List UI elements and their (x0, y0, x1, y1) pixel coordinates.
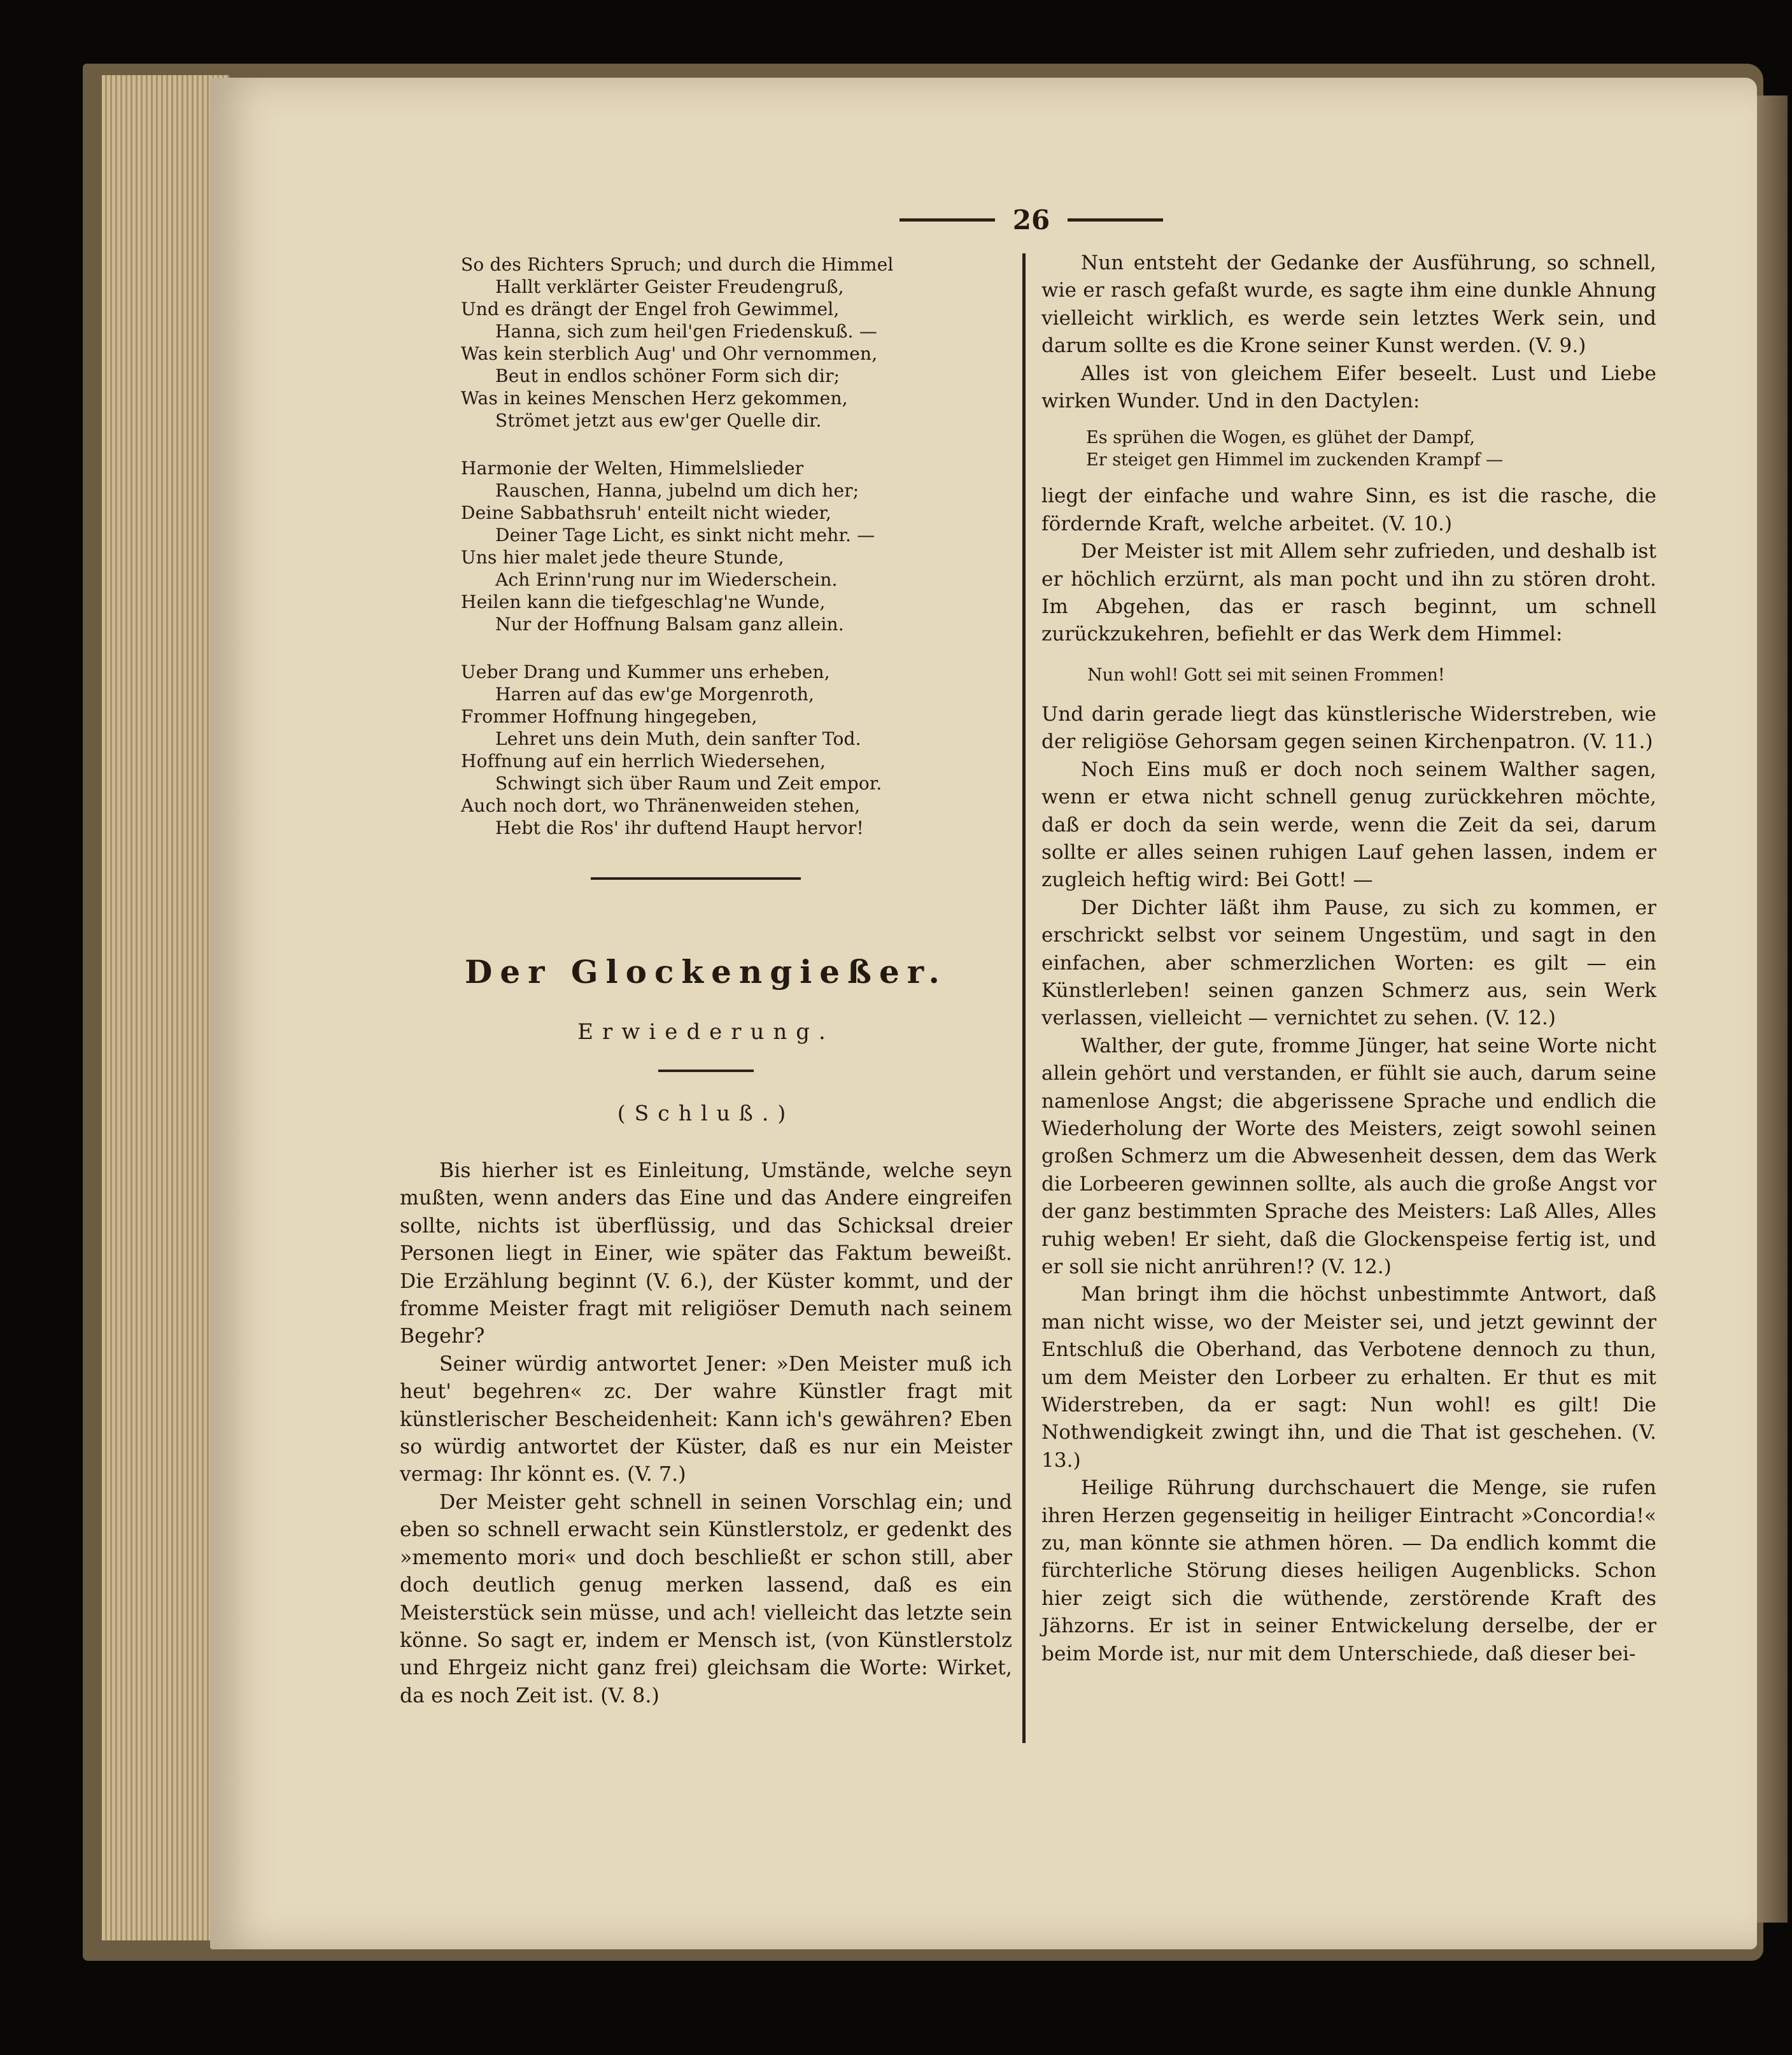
continuation-note: (Schluß.) (617, 1101, 795, 1126)
quote-line: Es sprühen die Wogen, es glühet der Dampf, (1086, 428, 1475, 448)
poem-line: Ueber Drang und Kummer uns erheben, (461, 661, 830, 682)
page-fold (1757, 95, 1788, 1923)
column-divider (1022, 253, 1026, 1743)
poem-line: Schwingt sich über Raum und Zeit empor. (495, 773, 882, 794)
verse-quote: Nun wohl! Gott sei mit seinen Frommen! (1087, 665, 1445, 685)
poem-line: Was in keines Menschen Herz gekommen, (461, 388, 848, 409)
paragraph: Seiner würdig antwortet Jener: »Den Meister muß ich heut' begehren« zc. Der wahre Künstler fragt mit künstlerischer Bescheidenheit: Kann ich's gewähren? Eben so würdig antwortet der Küster, daß es nur ein Meister vermag: Ihr könnt es. (V. 7.) (400, 1352, 1012, 1487)
poem-stanza-1 (461, 253, 1012, 432)
section-separator (591, 877, 801, 880)
paragraph: Noch Eins muß er doch noch seinem Walther sagen, wenn er etwa nicht schnell genug zurückkehren möchte, daß er doch da sein werde, wenn die Zeit da sei, darum sollte er alles seinen ruhigen Lauf gehen lassen, indem er zugleich heftig wird: Bei Gott! — (1041, 758, 1656, 892)
poem-line: Ach Erinn'rung nur im Wiederschein. (495, 569, 838, 590)
poem-line: Und es drängt der Engel froh Gewimmel, (461, 299, 840, 320)
poem-line: Hoffnung auf ein herrlich Wiedersehen, (461, 751, 826, 772)
poem-line: Deine Sabbathsruh' enteilt nicht wieder, (461, 502, 832, 523)
paragraph: Man bringt ihm die höchst unbestimmte Antwort, daß man nicht wisse, wo der Meister sei, und jetzt gewinnt der Entschluß die Oberhand, das Verbotene dennoch zu thun, um dem Meister den Lorbeer zu erhalten. Er thut es mit Widerstreben, da er sagt: Nun wohl! es gilt! Die Nothwendigkeit zwingt ihn, und die That ist geschehen. (V. 13.) (1041, 1283, 1656, 1472)
poem-line: Strömet jetzt aus ew'ger Quelle dir. (495, 410, 822, 431)
paragraph: liegt der einfache und wahre Sinn, es ist die rasche, die fördernde Kraft, welche arbeitet. (V. 10.) (1041, 484, 1656, 535)
poem-line: Hebt die Ros' ihr duftend Haupt hervor! (495, 817, 864, 838)
poem-line: Beut in endlos schöner Form sich dir; (495, 365, 840, 386)
poem-line: Harmonie der Welten, Himmelslieder (461, 458, 804, 479)
paragraph: Der Dichter läßt ihm Pause, zu sich zu kommen, er erschrickt selbst vor seinem Ungestüm, und sagt in den einfachen, aber schmerzlichen Worten: es gilt — ein Künstlerleben! seinen ganzen Schmerz aus, sein Werk verlassen, vielleicht — vernichtet zu sehen. (V. 12.) (1041, 896, 1656, 1030)
header-rule-right (1068, 218, 1163, 222)
poem-line: Hanna, sich zum heil'gen Friedenskuß. — (495, 321, 878, 342)
header-rule-left (900, 218, 995, 222)
paragraph: Alles ist von gleichem Eifer beseelt. Lust und Liebe wirken Wunder. Und in den Dactylen: (1041, 362, 1656, 413)
poem-line: Uns hier malet jede theure Stunde, (461, 547, 784, 568)
poem-line: Deiner Tage Licht, es sinkt nicht mehr. — (495, 525, 875, 546)
subtitle-rule (658, 1070, 754, 1072)
left-prose (400, 1157, 1012, 1710)
poem-line: So des Richters Spruch; und durch die Himmel (461, 254, 894, 275)
paragraph: Und darin gerade liegt das künstlerische Widerstreben, wie der religiöse Gehorsam gegen seinen Kirchenpatron. (V. 11.) (1041, 702, 1656, 754)
poem-line: Nur der Hoffnung Balsam ganz allein. (495, 614, 844, 635)
paragraph: Walther, der gute, fromme Jünger, hat seine Worte nicht allein gehört und verstanden, er fühlt sie auch, darum seine namenlose Angst; die abgerissene Sprache und endlich die Wiederholung der Worte des Meisters, zeigt sowohl seinen großen Schmerz um die Abwesenheit dessen, dem das Werk die Lorbeeren gewinnen sollte, als auch die große Angst vor der ganz bestimmten Sprache des Meisters: Laß Alles, Alles ruhig weben! Er sieht, daß die Glockenspeise fertig ist, und er soll sie nicht anrühren!? (V. 12.) (1041, 1034, 1656, 1278)
page-number: 26 (1012, 204, 1050, 236)
poem-line: Auch noch dort, wo Thränenweiden stehen, (461, 795, 861, 816)
right-column (1041, 250, 1656, 1765)
poem-line: Was kein sterblich Aug' und Ohr vernommen, (461, 343, 878, 364)
poem-line: Harren auf das ew'ge Morgenroth, (495, 684, 815, 705)
poem-line: Hallt verklärter Geister Freudengruß, (495, 276, 844, 297)
article-title: Der Glockengießer. (465, 953, 947, 991)
paragraph: Bis hierher ist es Einleitung, Umstände, welche seyn mußten, wenn anders das Eine und das Andere eingreifen sollte, nichts ist überflüssig, und das Schicksal dreier Personen liegt in Einer, wie später das Faktum beweißt. Die Erzählung beginnt (V. 6.), der Küster kommt, und der fromme Meister fragt mit religiöser Demuth nach seinem Begehr? (400, 1159, 1012, 1348)
poem-line: Frommer Hoffnung hingegeben, (461, 706, 758, 727)
page-header (872, 191, 1190, 248)
quote-line: Er steiget gen Himmel im zuckenden Krampf — (1086, 450, 1504, 470)
poem-line: Heilen kann die tiefgeschlag'ne Wunde, (461, 591, 826, 612)
poem-stanza-3 (461, 661, 1012, 839)
poem (461, 253, 1012, 839)
poem-stanza-2 (461, 457, 1012, 635)
poem-line: Rauschen, Hanna, jubelnd um dich her; (495, 480, 859, 501)
left-column (400, 253, 1012, 1769)
article-subtitle: Erwiederung. (577, 1019, 835, 1045)
paragraph: Nun entsteht der Gedanke der Ausführung, so schnell, wie er rasch gefaßt wurde, es sagte ihm eine dunkle Ahnung vielleicht wirklich, es werde sein letztes Werk sein, und darum sollte es die Krone seiner Kunst werden. (V. 9.) (1041, 251, 1656, 358)
paragraph: Heilige Rührung durchschauert die Menge, sie rufen ihren Herzen gegenseitig in heiliger Eintracht »Concordia!« zu, man könnte sie athmen hören. — Da endlich kommt die fürchterliche Störung dieses heiligen Augenblicks. Schon hier zeigt sich die wüthende, zerstörende Kraft des Jähzorns. Er ist in seiner Entwickelung derselbe, der er beim Morde ist, nur mit dem Unterschiede, daß dieser bei- (1041, 1476, 1656, 1665)
paragraph: Der Meister geht schnell in seinen Vorschlag ein; und eben so schnell erwacht sein Künstlerstolz, er gedenkt des »memento mori« und doch beschließt er schon still, aber doch deutlich genug merken lassend, daß es ein Meisterstück sein müsse, und ach! vielleicht das letzte sein könne. So sagt er, indem er Mensch ist, (von Künstlerstolz und Ehrgeiz nicht ganz frei) gleichsam die Worte: Wirket, da es noch Zeit ist. (V. 8.) (400, 1490, 1012, 1707)
verse-quote (1086, 427, 1656, 471)
poem-line: Lehret uns dein Muth, dein sanfter Tod. (495, 728, 861, 749)
paragraph: Der Meister ist mit Allem sehr zufrieden, und deshalb ist er höchlich erzürnt, als man pocht und ihn zu stören droht. Im Abgehen, das er rasch beginnt, um schnell zurückzukehren, befiehlt er das Werk dem Himmel: (1041, 540, 1656, 646)
